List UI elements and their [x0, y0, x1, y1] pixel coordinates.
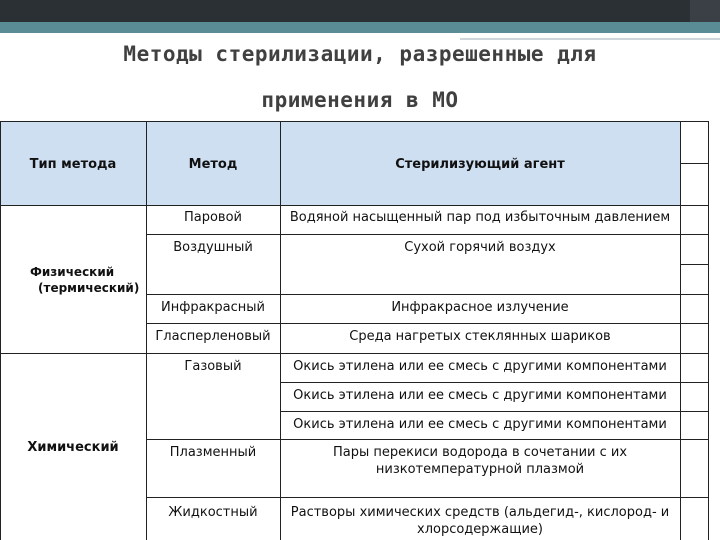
grid-line — [0, 205, 708, 206]
group-chemical-label: Химический — [27, 440, 119, 455]
agent-liquid: Растворы химических средств (альдегид-, кислород- и хлорсодержащие) — [290, 505, 670, 537]
agent-gas-2: Окись этилена или ее смесь с другими компонентами — [293, 388, 667, 403]
method-liquid: Жидкостный — [168, 505, 258, 520]
slide-accent-line — [460, 38, 720, 40]
grid-line — [680, 121, 681, 540]
grid-line — [146, 439, 708, 440]
method-air: Воздушный — [173, 240, 253, 255]
method-infrared: Инфракрасный — [161, 300, 265, 315]
grid-line — [280, 121, 281, 540]
group-physical-label: Физический (термический) — [30, 265, 140, 295]
grid-line — [680, 163, 708, 164]
grid-line — [280, 382, 708, 383]
grid-line — [280, 411, 708, 412]
agent-gas-3: Окись этилена или ее смесь с другими компонентами — [293, 417, 667, 432]
grid-line — [0, 121, 708, 122]
grid-line — [146, 323, 708, 324]
slide-top-bar-corner — [690, 0, 720, 22]
sterilization-table — [0, 121, 720, 540]
grid-line — [146, 121, 147, 540]
slide-title-line-2: применения в МО — [261, 88, 459, 112]
agent-steam: Водяной насыщенный пар под избыточным давлением — [289, 210, 671, 225]
method-steam: Паровой — [183, 210, 242, 225]
method-glass-bead: Гласперленовый — [155, 329, 271, 344]
slide-title-line-1: Методы стерилизации, разрешенные для — [123, 42, 597, 66]
agent-plasma: Пары перекиси водорода в сочетании с их низкотемпературной плазмой — [332, 445, 628, 477]
grid-line — [146, 234, 708, 235]
header-type: Тип метода — [29, 157, 117, 172]
method-plasma: Плазменный — [169, 445, 257, 460]
method-gas: Газовый — [184, 359, 242, 374]
grid-line — [146, 294, 708, 295]
agent-glass-bead: Среда нагретых стеклянных шариков — [349, 329, 611, 344]
agent-infrared: Инфракрасное излучение — [391, 300, 569, 315]
agent-gas-1: Окись этилена или ее смесь с другими компонентами — [293, 359, 667, 374]
header-agent: Стерилизующий агент — [395, 157, 565, 172]
slide-top-bar — [0, 0, 720, 22]
grid-line — [708, 121, 709, 540]
header-method: Метод — [188, 157, 238, 172]
grid-line — [0, 353, 708, 354]
grid-line — [0, 121, 1, 540]
grid-line — [146, 497, 708, 498]
agent-air: Сухой горячий воздух — [404, 240, 556, 255]
slide-accent-bar — [0, 22, 720, 33]
grid-line — [680, 264, 708, 265]
